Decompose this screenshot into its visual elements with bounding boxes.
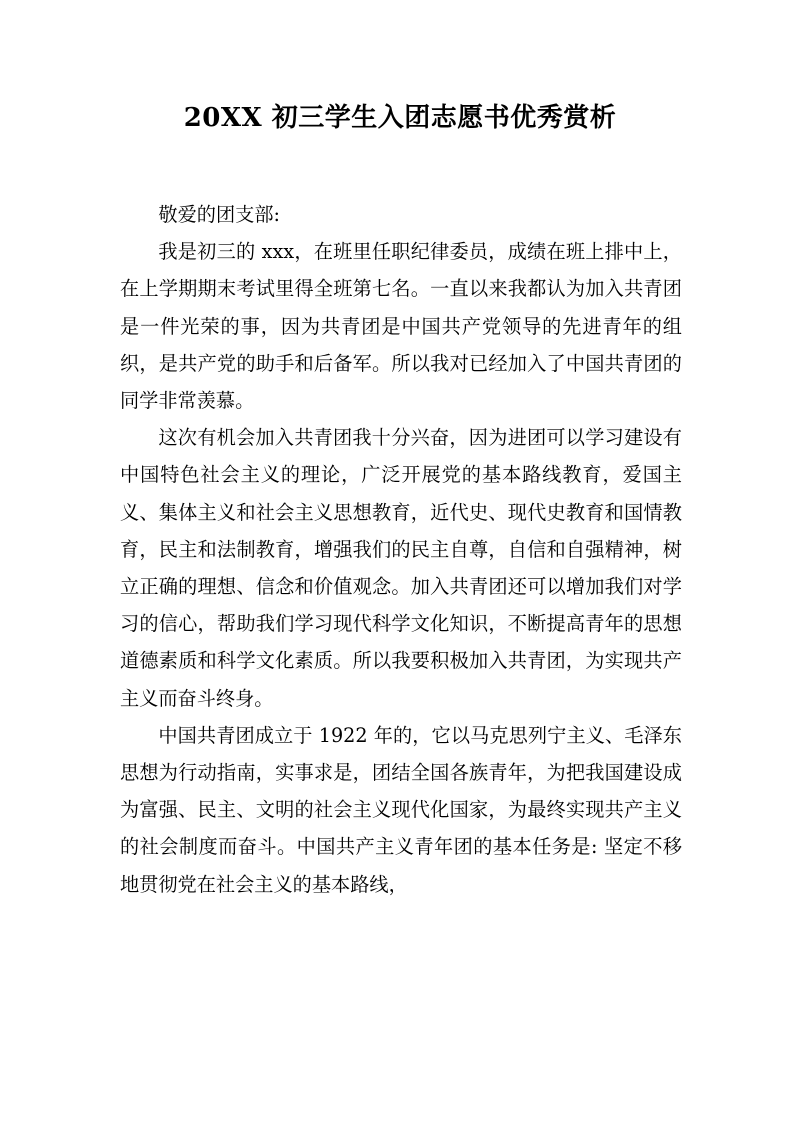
paragraph: 中国共青团成立于 1922 年的，它以马克思列宁主义、毛泽东思想为行动指南，实事求是，团结全国各族青年，为把我国建设成为富强、民主、文明的社会主义现代化国家，为最终实现共产主义的社会制度而奋斗。中国共产主义青年团的基本任务是: 坚定不移地贯彻党在社会主义的基本路线，: [120, 723, 682, 896]
paragraph: 我是初三的 xxx，在班里任职纪律委员，成绩在班上排中上，在上学期期末考试里得全班第七名。一直以来我都认为加入共青团是一件光荣的事，因为共青团是中国共产党领导的先进青年的组织，是共产党的助手和后备军。所以我对已经加入了中国共青团的同学非常羡慕。: [120, 240, 682, 413]
document-body: [120, 196, 682, 903]
paragraph: 这次有机会加入共青团我十分兴奋，因为进团可以学习建设有中国特色社会主义的理论，广泛开展党的基本路线教育，爱国主义、集体主义和社会主义思想教育，近代史、现代史教育和国情教育，民主和法制教育，增强我们的民主自尊，自信和自强精神，树立正确的理想、信念和价值观念。加入共青团还可以增加我们对学习的信心，帮助我们学习现代科学文化知识，不断提高青年的思想道德素质和科学文化素质。所以我要积极加入共青团，为实现共产主义而奋斗终身。: [120, 426, 682, 710]
document-title: 20XX 初三学生入团志愿书优秀赏析: [183, 103, 617, 133]
salutation: 敬爱的团支部:: [158, 203, 280, 226]
